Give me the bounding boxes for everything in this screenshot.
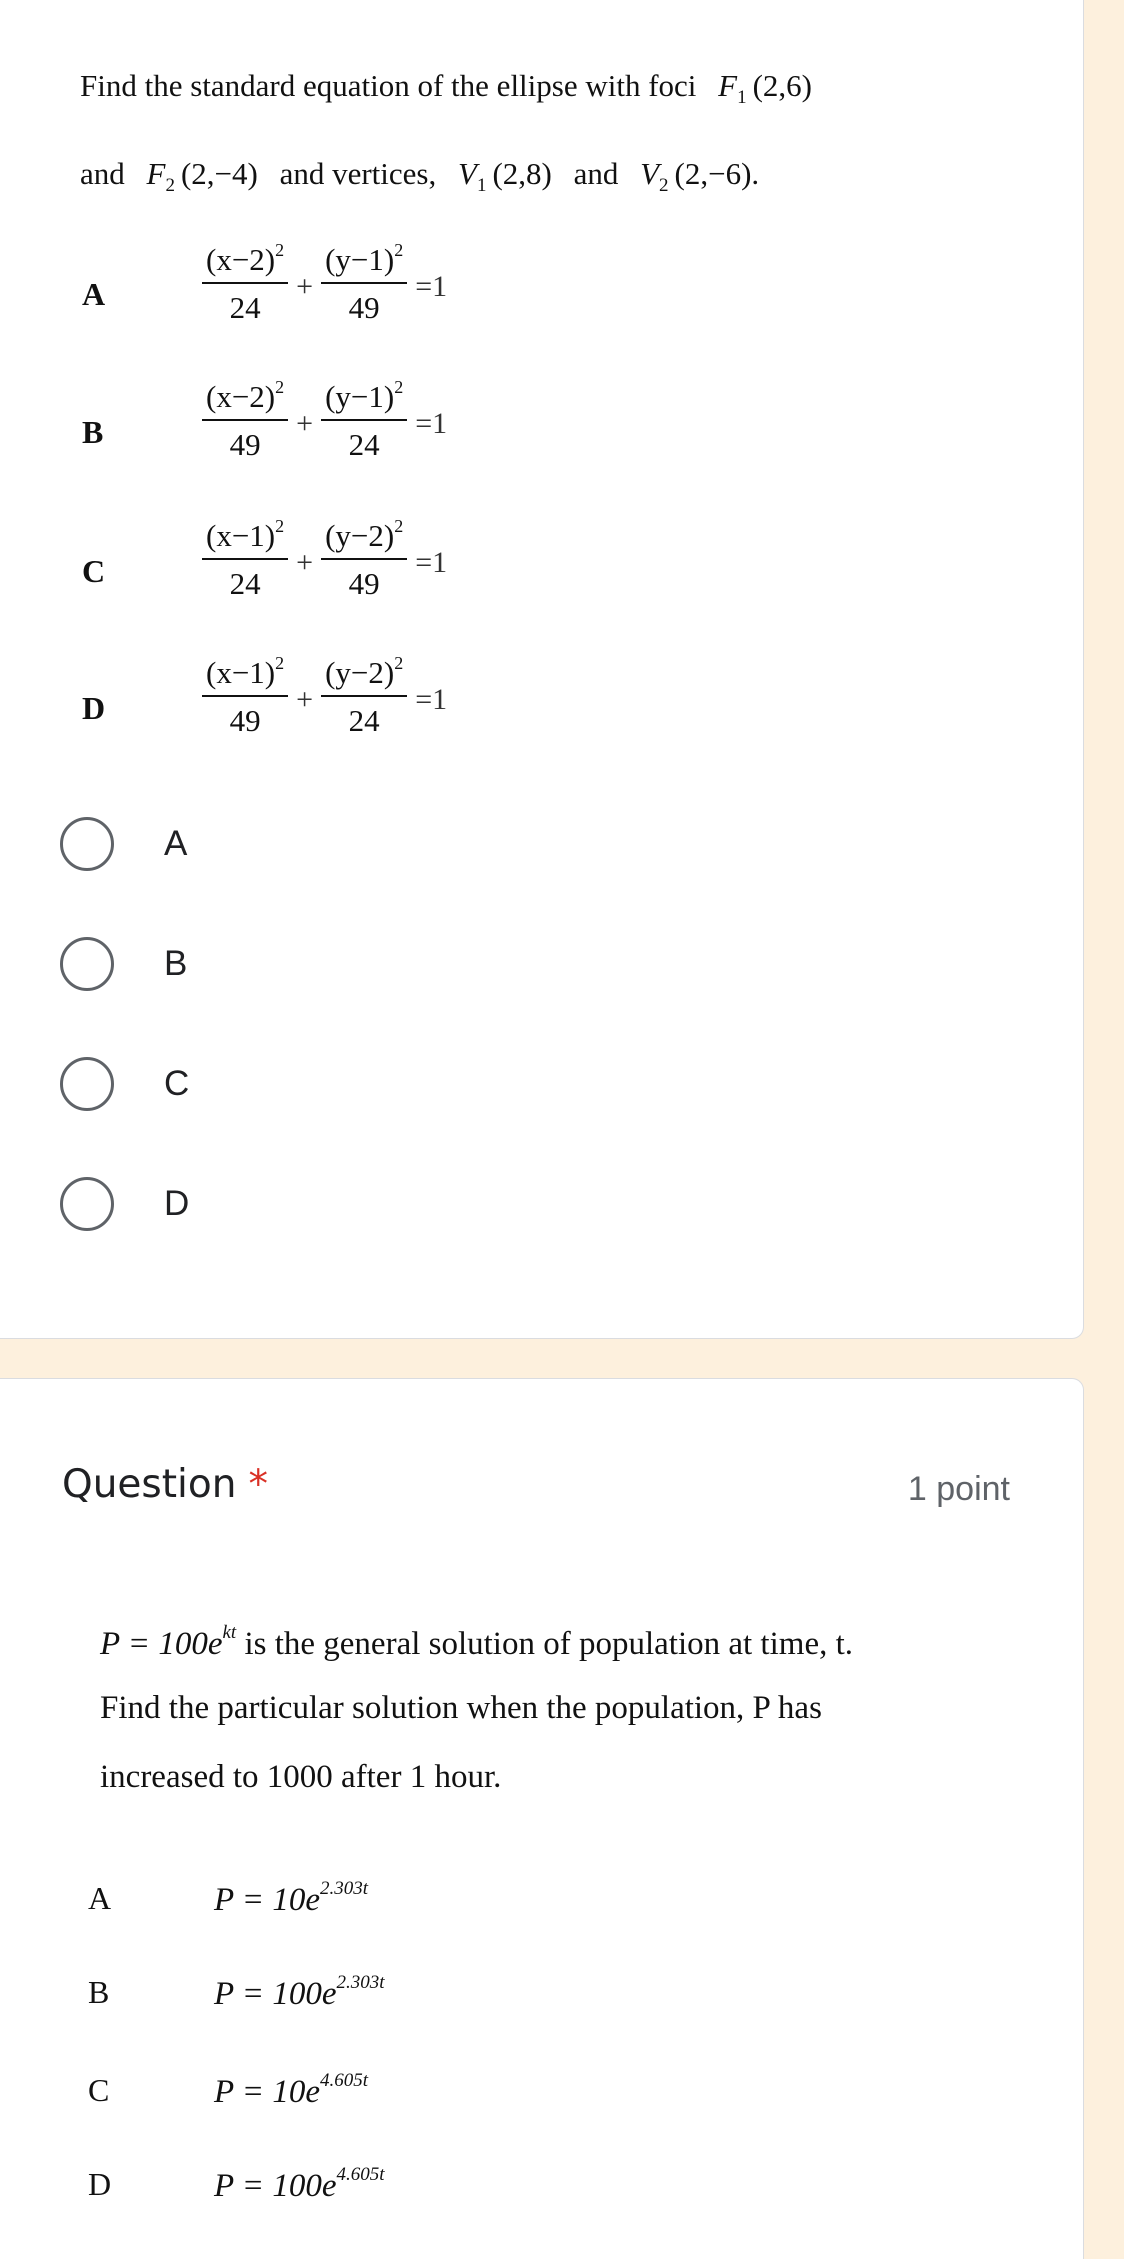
equals-one: =1 (415, 270, 448, 303)
fraction (321, 653, 407, 739)
numerator: (x−2) (206, 379, 276, 414)
formula-exponent: 4.605t (336, 2164, 385, 2185)
choice-formula (200, 653, 453, 739)
vertex-2-subscript: 2 (659, 175, 669, 196)
plus-sign: + (296, 683, 314, 716)
denominator: 49 (229, 427, 261, 462)
question-title (62, 1462, 268, 1507)
fraction (202, 377, 288, 463)
choice-formula (214, 2164, 385, 2205)
radio-option-a[interactable] (60, 817, 187, 871)
choice-letter: D (88, 2166, 112, 2202)
vertex-2-label: V (640, 156, 660, 191)
focus-1-subscript: 1 (737, 87, 747, 108)
numerator: (x−1) (206, 655, 276, 690)
radio-label[interactable]: A (164, 824, 188, 863)
denominator: 24 (229, 566, 261, 601)
plus-sign: + (296, 407, 314, 440)
choice-formula (214, 1972, 385, 2013)
formula-exponent: kt (222, 1622, 237, 1643)
focus-1-label: F (718, 68, 738, 103)
choice-letter: B (82, 414, 104, 450)
radio-label[interactable]: C (164, 1064, 190, 1103)
focus-2-label: F (146, 156, 166, 191)
fraction (202, 240, 288, 326)
focus-1-coordinate: (2,6) (752, 68, 813, 103)
fraction (202, 516, 288, 602)
choice-formula (200, 240, 453, 326)
numerator: (x−2) (206, 242, 276, 277)
focus-2-subscript: 2 (165, 175, 175, 196)
vertex-1-subscript: 1 (476, 175, 487, 196)
formula-exponent: 4.605t (319, 2070, 369, 2091)
choice-letter: D (82, 690, 106, 726)
exponent: 2 (275, 653, 285, 673)
radio-button[interactable] (60, 817, 114, 871)
formula-base: P = 10e (214, 1882, 320, 1918)
choice-letter: A (82, 276, 106, 312)
focus-2-coordinate: (2,−4) (180, 156, 258, 191)
stem-text: is the general solution of population at time, t. (236, 1626, 854, 1662)
radio-option-b[interactable] (60, 937, 187, 991)
formula-exponent: 2.303t (336, 1972, 385, 1993)
required-asterisk: * (248, 1462, 268, 1507)
numerator: (y−2) (325, 655, 395, 690)
question-card-2 (0, 1378, 1084, 2259)
plus-sign: + (296, 270, 314, 303)
question-2-stem-line-2: Find the particular solution when the population, P has (100, 1690, 822, 1726)
exponent: 2 (275, 377, 285, 397)
radio-option-d[interactable] (60, 1177, 189, 1231)
equals-one: =1 (415, 546, 448, 579)
formula-exponent: 2.303t (319, 1878, 369, 1899)
formula-base: P = 100e (214, 1976, 337, 2012)
formula-base: P = 100e (214, 2168, 337, 2204)
fraction (321, 377, 407, 463)
fraction (202, 653, 288, 739)
question-2-stem-line-1 (100, 1622, 853, 1663)
radio-option-c[interactable] (60, 1057, 189, 1111)
formula-base: P = 100e (100, 1626, 223, 1662)
question-2-stem-line-3: increased to 1000 after 1 hour. (100, 1759, 502, 1795)
plus-sign: + (296, 546, 314, 579)
radio-button[interactable] (60, 937, 114, 991)
formula-base: P = 10e (214, 2074, 320, 2110)
stem-and-text-2: and (573, 156, 619, 191)
radio-button[interactable] (60, 1057, 114, 1111)
denominator: 49 (348, 290, 380, 325)
denominator: 24 (348, 427, 380, 462)
choice-letter: A (88, 1880, 112, 1916)
radio-label[interactable]: D (164, 1184, 190, 1223)
numerator: (y−1) (325, 242, 395, 277)
exponent: 2 (275, 516, 285, 536)
stem-vertices-text: and vertices, (279, 156, 437, 191)
exponent: 2 (275, 240, 285, 260)
numerator: (y−1) (325, 379, 395, 414)
equals-one: =1 (415, 407, 448, 440)
question-stem-line-1 (80, 68, 812, 109)
exponent: 2 (394, 377, 404, 397)
denominator: 24 (348, 703, 380, 738)
choice-formula (200, 377, 453, 463)
denominator: 49 (229, 703, 261, 738)
denominator: 24 (229, 290, 261, 325)
vertex-2-coordinate: (2,−6). (674, 156, 760, 191)
choice-letter: C (88, 2072, 110, 2108)
question-stem-line-2 (80, 156, 759, 197)
question-title-text: Question (62, 1462, 237, 1507)
choice-formula (214, 1878, 368, 1919)
stem-text: Find the standard equation of the ellipse with foci (80, 68, 697, 103)
vertex-1-coordinate: (2,8) (492, 156, 552, 191)
exponent: 2 (394, 240, 404, 260)
choice-letter: C (82, 553, 106, 589)
numerator: (y−2) (325, 518, 395, 553)
exponent: 2 (394, 516, 404, 536)
fraction (321, 240, 407, 326)
radio-label[interactable]: B (164, 944, 188, 983)
fraction (321, 516, 407, 602)
choice-formula (200, 516, 453, 602)
denominator: 49 (348, 566, 380, 601)
choice-formula (214, 2070, 368, 2111)
exponent: 2 (394, 653, 404, 673)
question-points: 1 point (907, 1470, 1010, 1508)
radio-button[interactable] (60, 1177, 114, 1231)
equals-one: =1 (415, 683, 448, 716)
numerator: (x−1) (206, 518, 276, 553)
choice-letter: B (88, 1974, 110, 2010)
vertex-1-label: V (458, 156, 477, 191)
stem-and-text: and (80, 156, 125, 191)
